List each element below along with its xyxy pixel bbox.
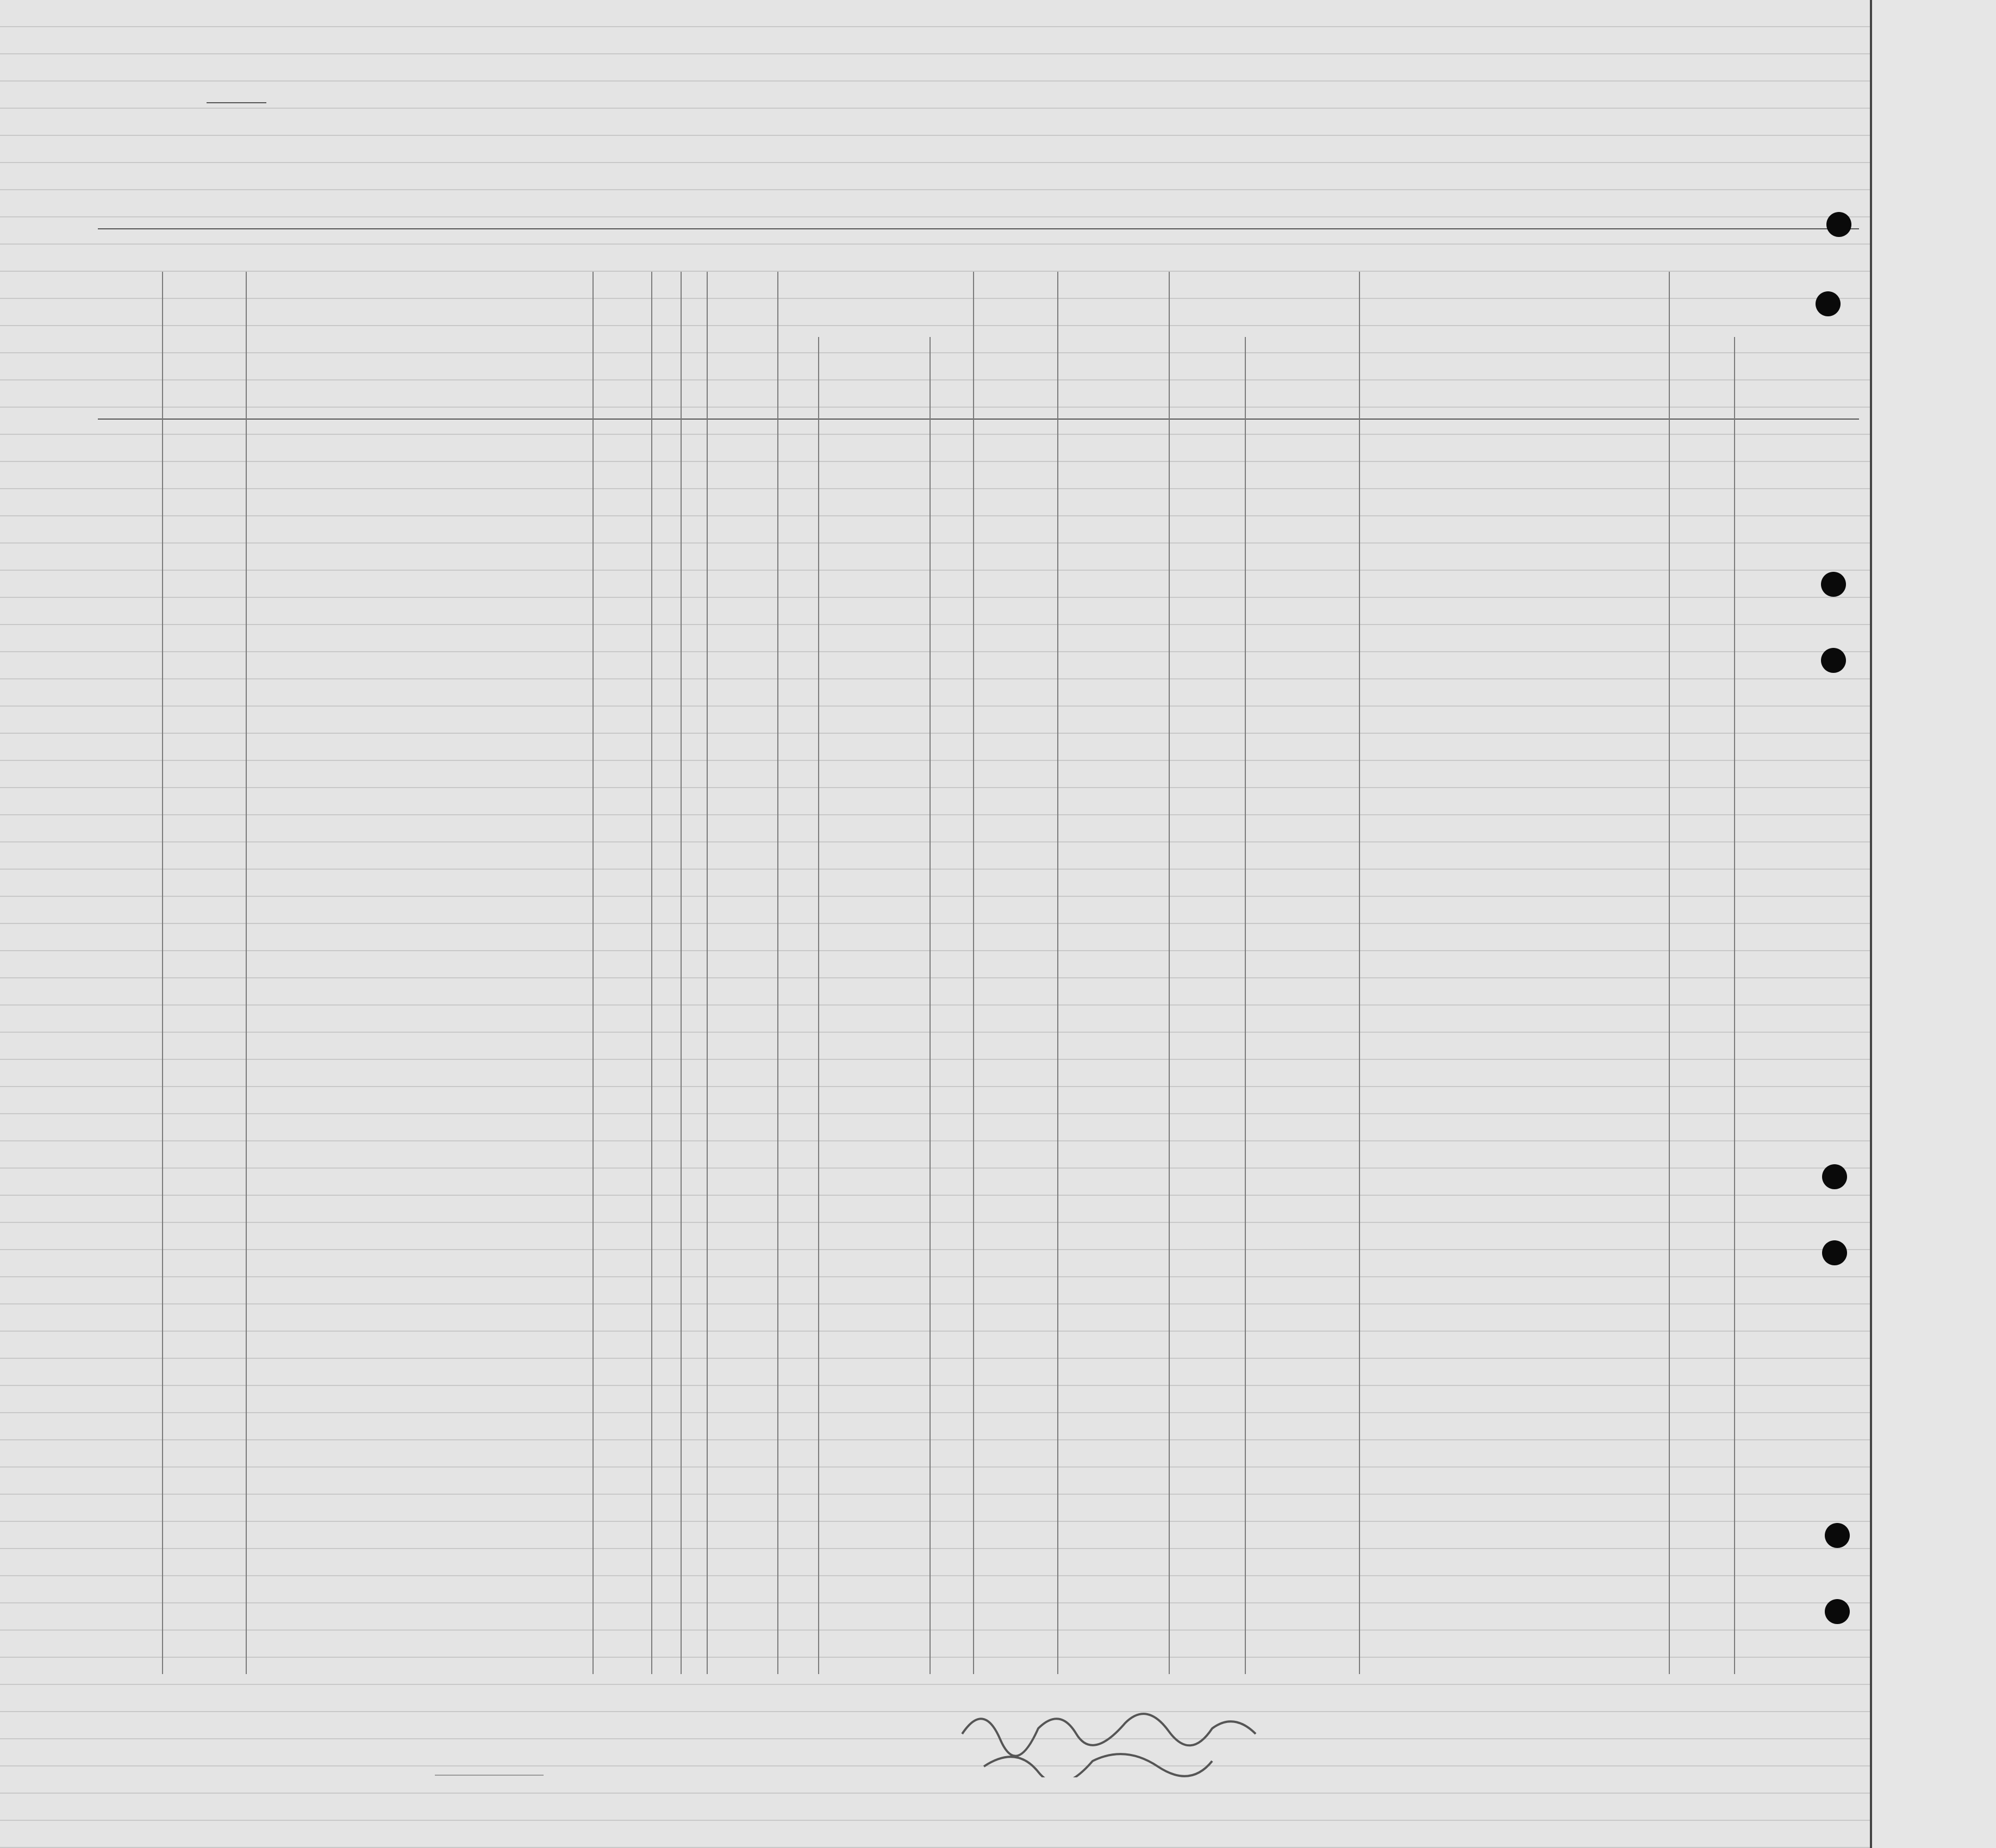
header-bottom-rule [98, 419, 1859, 420]
adjacent-sheet-strip [1870, 0, 1996, 1848]
grid-col [1669, 272, 1670, 1674]
total-passengers-line [435, 1775, 544, 1776]
grid-col [1169, 272, 1170, 1674]
grid-col [973, 272, 974, 1674]
officer-signature [951, 1690, 1359, 1777]
voyage-rule [98, 228, 1859, 229]
punch-hole [1826, 212, 1851, 237]
grid-col [777, 272, 778, 1674]
strip-background [1870, 0, 1996, 1848]
grid-col [818, 337, 819, 1674]
punch-hole [1825, 1523, 1850, 1548]
grid-col [1359, 272, 1360, 1674]
grid-col [1734, 337, 1735, 1674]
grid-col [681, 272, 682, 1674]
punch-hole [1821, 572, 1846, 597]
grid-col [651, 272, 652, 1674]
list-underline [207, 102, 266, 103]
grid-col [1057, 272, 1058, 1674]
grid-col [246, 272, 247, 1674]
grid-col [1245, 337, 1246, 1674]
grid-col [592, 272, 594, 1674]
grid-col [162, 272, 163, 1674]
grid-col [930, 337, 931, 1674]
punch-hole [1822, 1240, 1847, 1265]
punch-hole [1816, 291, 1841, 316]
punch-hole [1821, 648, 1846, 673]
punch-hole [1825, 1599, 1850, 1624]
punch-hole [1822, 1164, 1847, 1189]
grid-col [707, 272, 708, 1674]
